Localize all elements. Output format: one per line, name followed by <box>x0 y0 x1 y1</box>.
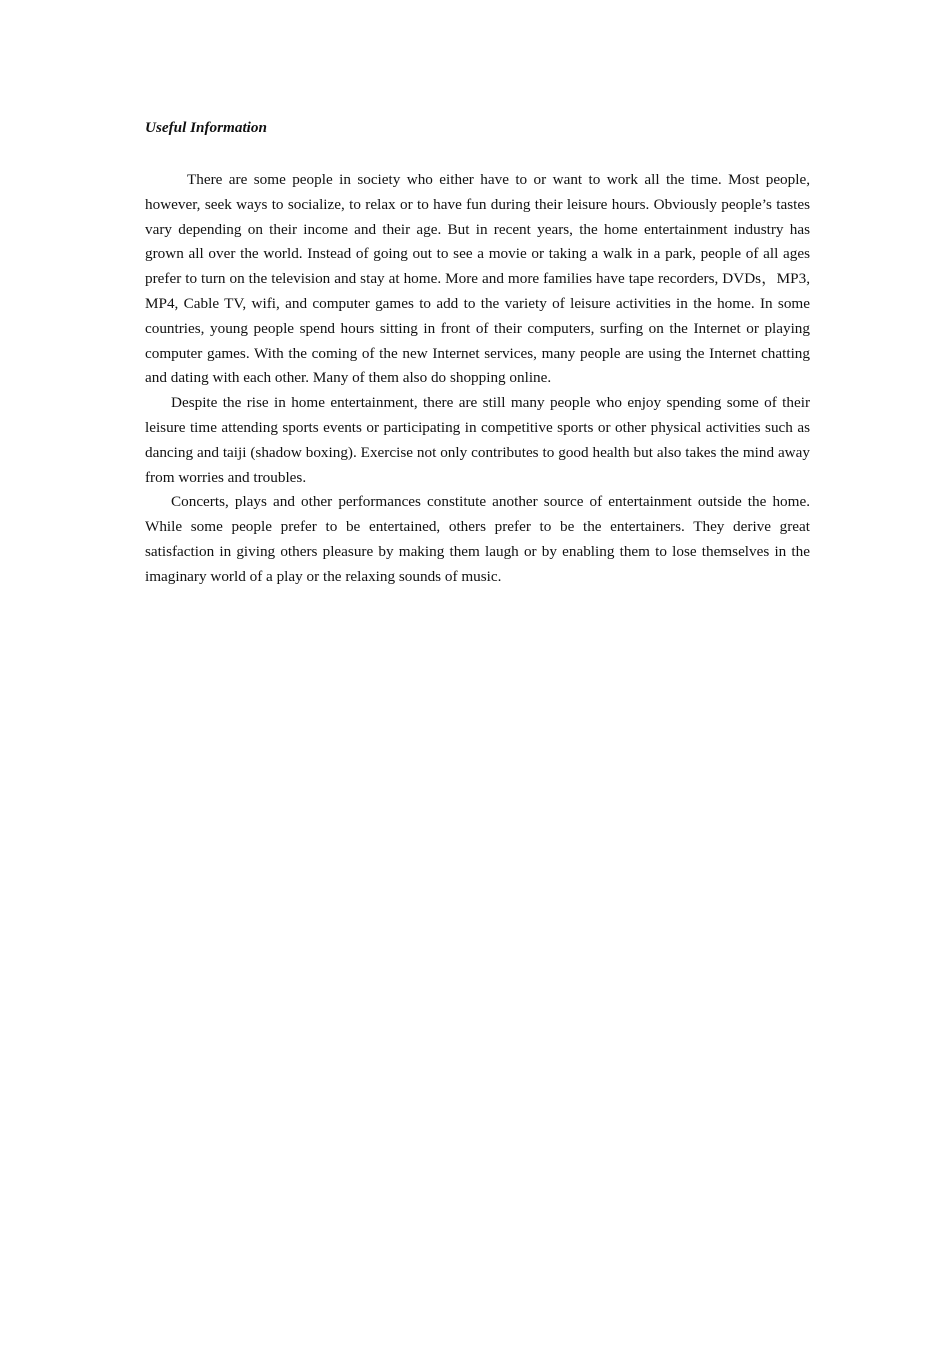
section-heading: Useful Information <box>145 119 267 136</box>
paragraph-home-entertainment: There are some people in society who either have to or want to work all the time. Most people, however, seek ways to socialize, to relax or to have fun during their leisure hours. Obviously people’s tastes vary depending on their income and their age. But in recent years, the home entertainment industry has grown all over the world. Instead of going out to see a movie or taking a walk in a park, people of all ages prefer to turn on the television and stay at home. More and more families have tape recorders, DVDs，MP3, MP4, Cable TV, wifi, and computer games to add to the variety of leisure activities in the home. In some countries, young people spend hours sitting in front of their computers, surfing on the Internet or playing computer games. With the coming of the new Internet services, many people are using the Internet chatting and dating with each other. Many of them also do shopping online. <box>145 171 810 387</box>
paragraph-performances: Concerts, plays and other performances constitute another source of entertainment outside the home. While some people prefer to be entertained, others prefer to be the entertainers. They derive great satisfaction in giving others pleasure by making them laugh or by enabling them to lose themselves in the imaginary world of a play or the relaxing sounds of music. <box>145 493 810 585</box>
paragraph-sports-activities: Despite the rise in home entertainment, there are still many people who enjoy spending some of their leisure time attending sports events or participating in competitive sports or other physical activities such as dancing and taiji (shadow boxing). Exercise not only contributes to good health but also takes the mind away from worries and troubles. <box>145 394 810 486</box>
document-page <box>145 118 810 590</box>
